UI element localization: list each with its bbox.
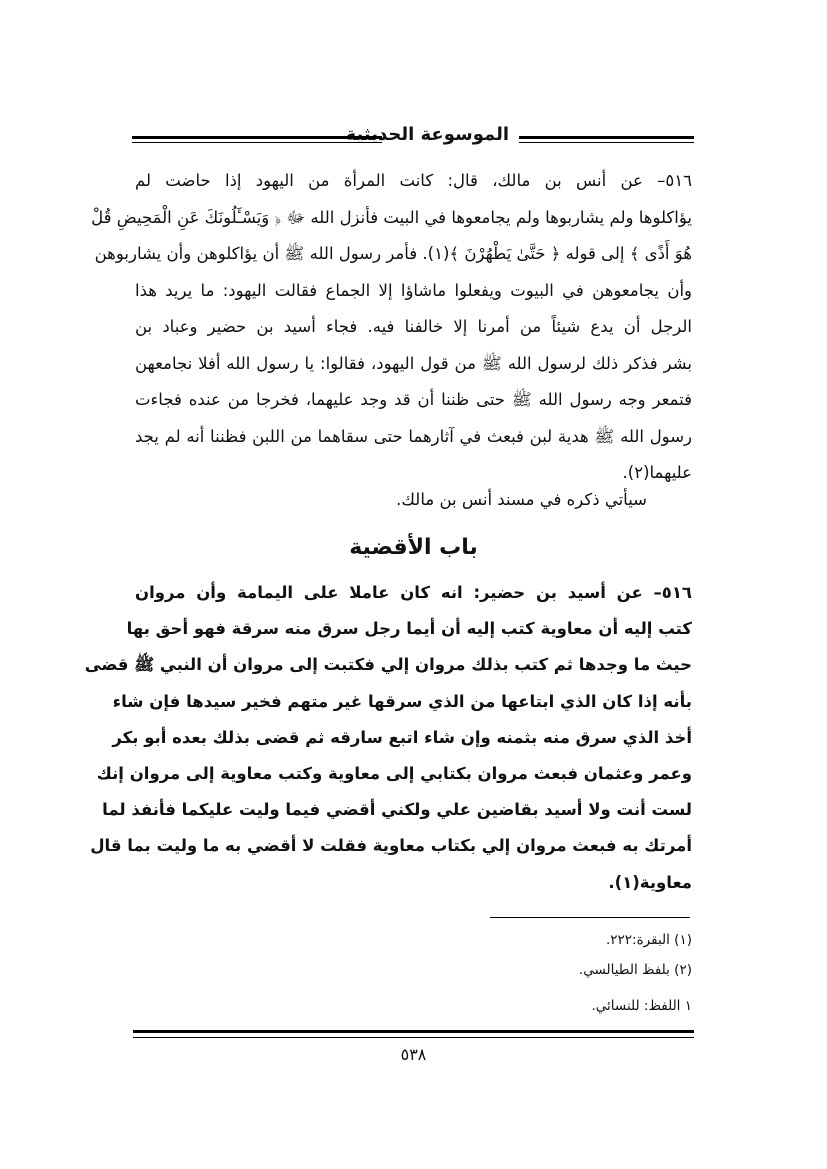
text-line: لست أنت ولا أسيد بقاضين علي ولكني أقضي فيما وليت عليكما فأنفذ لما: [102, 800, 692, 820]
header-title: الموسوعة الحديثية: [345, 124, 509, 145]
hadith-paragraph-2: [84, 575, 692, 901]
text-line: يؤاكلوها ولم يشاربوها ولم يجامعوها في البيت فأنزل الله ﷻ ﴿ وَيَسْـَٔلُونَكَ عَنِ الْمَحِيضِ قُلْ: [91, 207, 692, 227]
text-line: بأنه إذا كان الذي ابتاعها من الذي سرقها غير متهم فخير سيدها فإن شاء: [112, 691, 692, 711]
text-line: هُوَ أَذًى ﴾ إلى قوله ﴿ حَتَّىٰ يَطْهُرْنَ ﴾(١). فأمر رسول الله ﷺ أن يؤاكلوهن وأن يشاربوهن: [94, 244, 692, 263]
running-header: [132, 122, 694, 156]
footnote-separator: [490, 917, 690, 918]
header-rule-left: [132, 136, 382, 143]
hadith-paragraph-1: [91, 163, 692, 492]
text-line: كتب إليه أن معاوية كتب إليه أن أيما رجل سرق منه سرقة فهو أحق بها: [126, 619, 692, 639]
text-line: الرجل أن يدع شيئاً من أمرنا إلا خالفنا فيه. فجاء أسيد بن حضير وعباد بن: [135, 317, 692, 336]
text-line: عليهما(٢).: [622, 463, 692, 482]
text-line: وعمر وعثمان فبعث مروان بكتابي إلى معاوية وكتب معاوية إلى مروان إنك: [96, 764, 692, 784]
text-line: أخذ الذي سرق منه بثمنه وإن شاء اتبع سارقه ثم قضى بذلك بعده أبو بكر: [112, 727, 692, 747]
text-line: رسول الله ﷺ هدية لبن فبعث في آثارهما حتى سقاهما من اللبن فظننا أنه لم يجد: [135, 426, 692, 446]
footnote-2: (٢) بلفظ الطيالسي.: [578, 962, 692, 978]
footer-rule: [133, 1030, 694, 1038]
page-number: ٥٣٨: [400, 1045, 427, 1064]
header-rule-right: [519, 136, 694, 143]
text-line: ٥١٦– عن أسيد بن حضير: انه كان عاملا على اليمامة وأن مروان: [135, 583, 692, 602]
text-line: بشر فذكر ذلك لرسول الله ﷺ من قول اليهود، فقالوا: يا رسول الله أفلا نجامعهن: [135, 353, 692, 373]
text-line: فتمعر وجه رسول الله ﷺ حتى ظننا أن قد وجد عليهما، فخرجا من عنده فجاءت: [135, 390, 692, 409]
cross-reference-note: سيأتي ذكره في مسند أنس بن مالك.: [396, 490, 647, 509]
footnote-1: (١) البقرة:٢٢٢.: [605, 932, 692, 948]
footnote-3: ١ اللفظ: للنسائي.: [591, 998, 692, 1014]
section-heading: باب الأقضية: [349, 535, 478, 560]
text-line: أمرتك به فبعث مروان إلي بكتاب معاوية فقلت لا أقضي به ما وليت بما قال: [90, 836, 692, 856]
text-line: ٥١٦– عن أنس بن مالك، قال: كانت المرأة من اليهود إذا حاضت لم: [135, 171, 692, 190]
text-line: معاوية(١).: [608, 872, 692, 892]
text-line: حيث ما وجدها ثم كتب بذلك مروان إلي فكتبت إلى مروان أن النبي ﷺ قضى: [84, 655, 692, 675]
text-line: وأن يجامعوهن في البيوت ويفعلوا ماشاؤا إلا الجماع فقالت اليهود: ما يريد هذا: [135, 280, 692, 300]
